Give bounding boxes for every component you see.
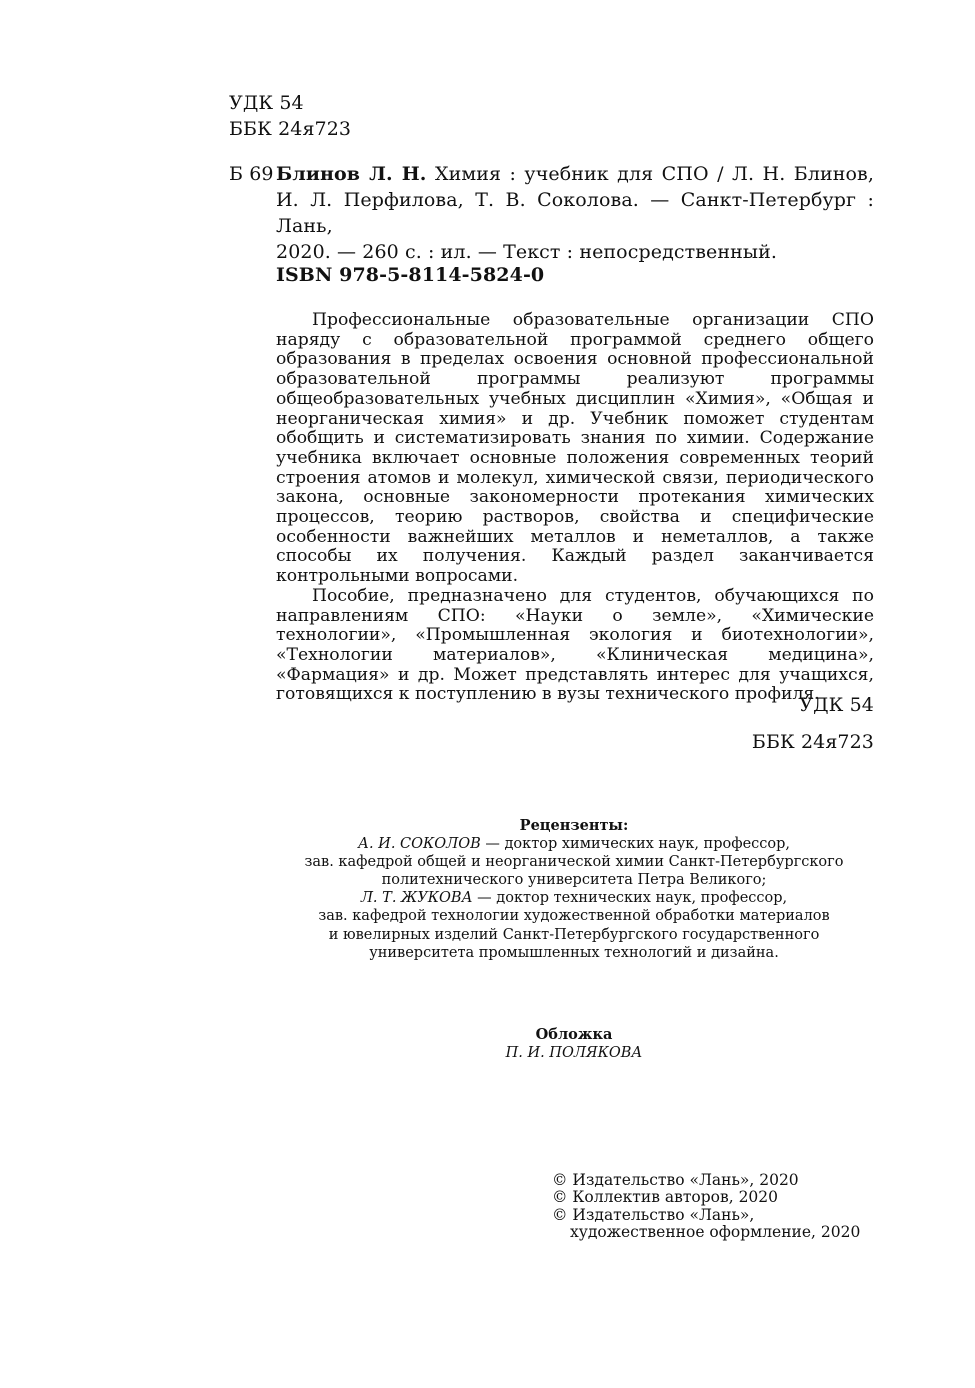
citation-code: Б 69 [229,163,274,185]
abstract-paragraph-1: Профессиональные образовательные организации СПО наряду с образовательной программой среднего общего образования в пределах освоения основной профессиональной образовательной программы реализуют программы общеобразовательных учебных дисциплин «Химия», «Общая и неорганическая химия» и др. Учебник поможет студентам обобщить и систематизировать знания по химии. Содержание учебника включает основные положения современных теорий строения атомов и молекул, химической связи, периодического закона, основные закономерности протекания химических процессов, теорию растворов, свойства и специфические особенности важнейших металлов и неметаллов, а также способы их получения. Каждый раздел заканчивается контрольными вопросами. [276,310,874,587]
abstract [276,311,874,705]
reviewer-2-line-1 [229,889,919,907]
copyright-2: © Коллектив авторов, 2020 [552,1188,779,1207]
cover-heading: Обложка [535,1026,613,1043]
copyright-3: © Издательство «Лань», [552,1205,755,1224]
reviewer-1-title: — доктор химических наук, профессор, [480,836,791,853]
cover-name: П. И. ПОЛЯКОВА [505,1045,643,1062]
reviewers [229,817,919,962]
cover-credit [229,1026,919,1062]
reviewer-2-line-3: и ювелирных изделий Санкт-Петербургского государственного [328,926,820,943]
citation-author: Блинов Л. Н. [276,163,427,185]
classification-bbk: ББК 24я723 [751,731,874,753]
classification-udk: УДК 54 [799,694,874,716]
reviewer-1-line-2: зав. кафедрой общей и неорганической химии Санкт-Петербургского [304,854,844,871]
isbn: ISBN 978-5-8114-5824-0 [276,264,545,286]
reviewer-1-line-3: политехнического университета Петра Великого; [381,872,767,889]
reviewer-2-line-2: зав. кафедрой технологии художественной обработки материалов [318,908,830,925]
copyright [552,1172,860,1242]
citation-text-1: Химия : учебник для СПО / Л. Н. Блинов, [434,163,874,185]
abstract-paragraph-2: Пособие, предназначено для студентов, обучающихся по направлениям СПО: «Науки о земле», «Химические технологии», «Промышленная экология и биотехнологии», «Технологии материалов», «Клиническая медицина», «Фармация» и др. Может представлять интерес для учащихся, готовящихся к поступлению в вузы технического профиля. [276,585,874,705]
citation-line-1 [276,161,874,187]
header-udk: УДК 54 [229,92,304,114]
reviewer-2-title: — доктор технических наук, профессор, [472,890,788,907]
copyright-1: © Издательство «Лань», 2020 [552,1171,799,1189]
reviewer-1-line-1 [229,835,919,853]
reviewers-heading: Рецензенты: [519,817,629,834]
header-bbk: ББК 24я723 [229,118,352,140]
copyright-3b: художественное оформление, 2020 [570,1223,861,1242]
header-classification [229,90,351,142]
reviewer-2-name: Л. Т. ЖУКОВА [360,890,473,907]
citation [276,161,874,265]
citation-line-3: 2020. — 260 с. : ил. — Текст : непосредственный. [276,241,778,263]
reviewer-1-name: А. И. СОКОЛОВ [357,836,481,853]
reviewer-2-line-4: университета промышленных технологий и дизайна. [369,944,779,961]
classification [752,692,874,755]
citation-line-2: И. Л. Перфилова, Т. В. Соколова. — Санкт-Петербург : Лань, [276,189,874,237]
